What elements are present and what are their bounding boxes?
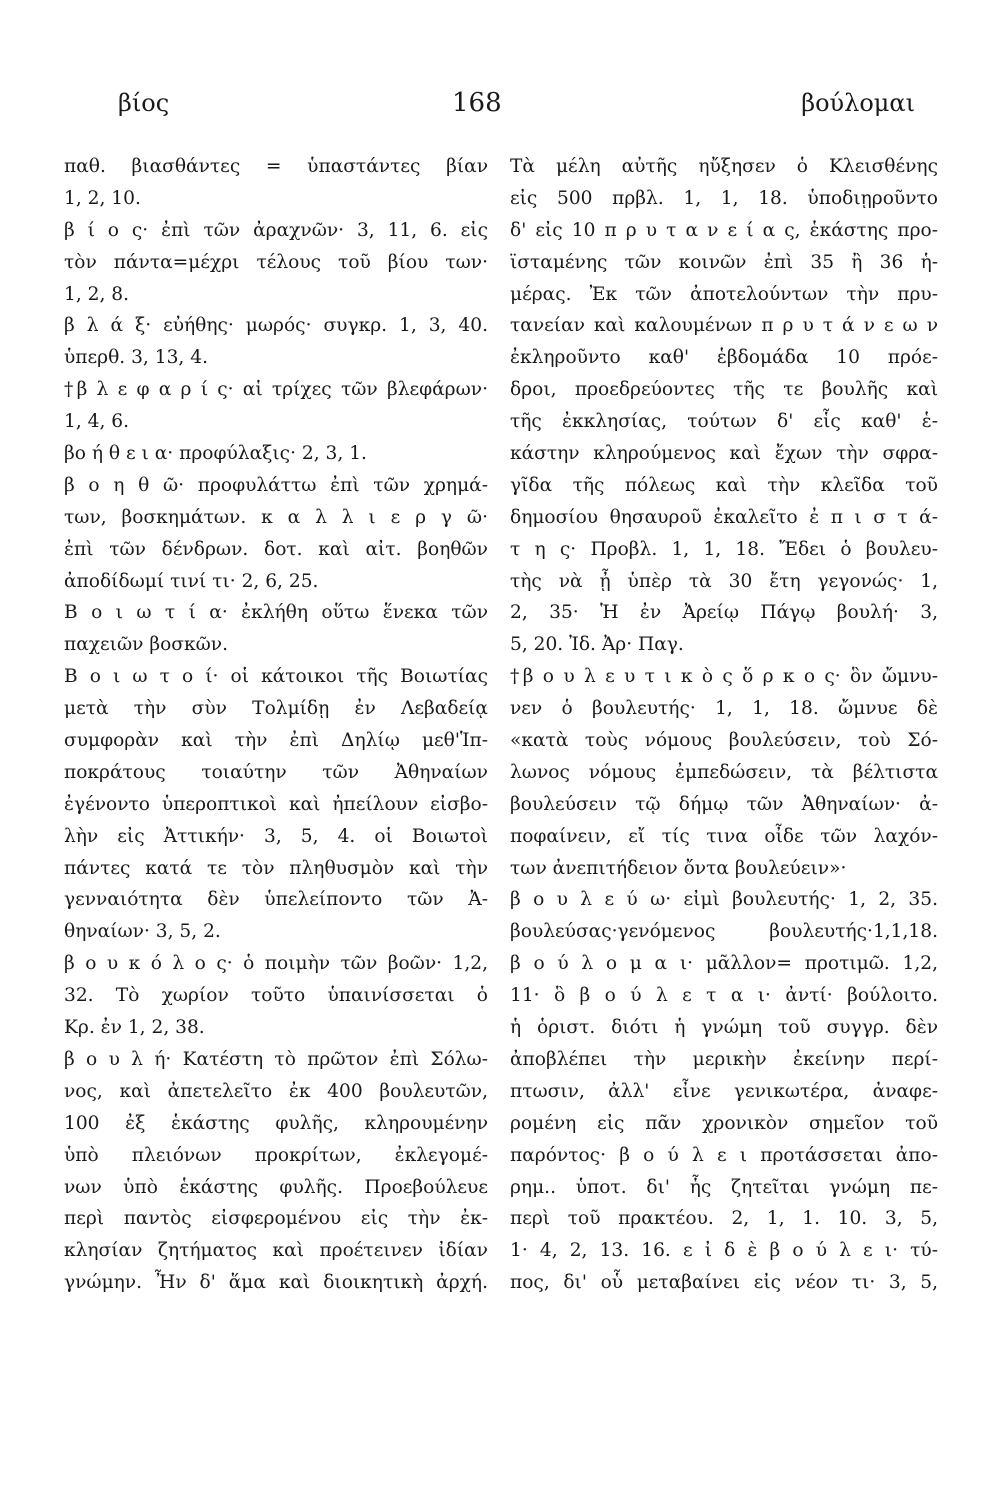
right-column-line: 5, 20. Ἰδ. Ἀρ· Παγ. [510,634,684,656]
left-column-line: ποκράτους τοιαύτην τῶν Ἀθηναίων [64,761,488,783]
right-column-line: Τὰ μέλη αὐτῆς ηὔξησεν ὁ Κλεισθένης [510,156,938,177]
left-column-line: ἐγένοντο ὑπεροπτικοὶ καὶ ἠπείλουν εἰσβο- [64,793,488,815]
left-column [64,151,488,1299]
left-column-line: 32. Τὸ χωρίον τοῦτο ὑπαινίσσεται ὁ [64,985,488,1007]
right-column-line: δροι, προεδρεύοντες τῆς τε βουλῆς καὶ [510,379,938,401]
left-column-line: 1, 4, 6. [64,411,130,433]
left-column-line: γνώμην. Ἦν δ' ἅμα καὶ διοικητικὴ ἀρχή. [64,1272,488,1294]
left-column-line: 1, 2, 8. [64,283,130,305]
left-column-line: β ο υ λ ή· Κατέστη τὸ πρῶτον ἐπὶ Σόλω- [64,1048,488,1070]
right-column-line: †β ο υ λ ε υ τ ι κ ὸ ς ὅ ρ κ ο ς· ὃν ὤμνυ- [510,666,938,688]
right-column-line: ρημ.. ὑποτ. δι' ἧς ζητεῖται γνώμη πε- [510,1176,938,1198]
left-column-line: νος, καὶ ἀπετελεῖτο ἐκ 400 βουλευτῶν, [64,1080,488,1102]
right-column-line: πος, δι' οὗ μεταβαίνει εἰς νέον τι· 3, 5, [510,1272,938,1294]
right-column-line: περὶ τοῦ πρακτέου. 2, 1, 1. 10. 3, 5, [510,1208,938,1230]
left-column-line: τὸν πάντα=μέχρι τέλους τοῦ βίου των· [64,251,488,273]
left-column-line: β λ ά ξ· εὐήθης· μωρός· συγκρ. 1, 3, 40. [64,315,488,337]
right-column-line: κάστην κληρούμενος καὶ ἔχων τὴν σφρα- [510,443,938,465]
right-column-line: πτωσιν, ἀλλ' εἶνε γενικωτέρα, ἀναφε- [510,1080,938,1102]
right-column-line: 2, 35· Ἡ ἐν Ἀρείῳ Πάγῳ βουλή· 3, [510,602,938,624]
left-column-line: β ο η θ ῶ· προφυλάττω ἐπὶ τῶν χρημά- [64,474,488,496]
left-column-line: β ί ο ς· ἐπὶ τῶν ἀραχνῶν· 3, 11, 6. εἰς [64,219,488,241]
right-column-line: νεν ὁ βουλευτής· 1, 1, 18. ὤμνυε δὲ [510,698,938,720]
left-column-line: παθ. βιασθάντες = ὑπαστάντες βίαν [64,156,488,177]
right-column-line: 1· 4, 2, 13. 16. ε ἰ δ ὲ β ο ύ λ ε ι· τύ- [510,1240,938,1262]
right-column [510,151,938,1299]
right-column-line: τ η ς· Προβλ. 1, 1, 18. Ἔδει ὁ βουλευ- [510,538,938,560]
left-column-line: 1, 2, 10. [64,187,141,209]
right-column-line: ἡ ὁριστ. διότι ἡ γνώμη τοῦ συγγρ. δὲν [510,1017,938,1039]
right-column-line: ϊσταμένης τῶν κοινῶν ἐπὶ 35 ἢ 36 ἡ- [510,251,938,273]
left-column-line: πάντες κατά τε τὸν πληθυσμὸν καὶ τὴν [64,857,488,879]
right-column-line: τῆς ἐκκλησίας, τούτων δ' εἷς καθ' ἑ- [510,411,938,433]
left-column-line: ὑπὸ πλειόνων προκρίτων, ἐκλεγομέ- [64,1144,488,1166]
left-column-line: συμφορὰν καὶ τὴν ἐπὶ Δηλίῳ μεθ'Ἱπ- [64,730,488,752]
right-column-line: μέρας. Ἐκ τῶν ἀποτελούντων τὴν πρυ- [510,283,938,305]
left-column-line: βο ή θ ε ι α· προφύλαξις· 2, 3, 1. [64,443,367,465]
right-column-line: ρομένη εἰς πᾶν χρονικὸν σημεῖον τοῦ [510,1112,938,1134]
running-head-left: βίος [118,89,170,117]
right-column-line: τὴς νὰ ᾖ ὑπὲρ τὰ 30 ἔτη γεγονώς· 1, [510,570,938,592]
left-column-line: νων ὑπὸ ἑκάστης φυλῆς. Προεβούλευε [64,1176,488,1198]
right-column-line: εἰς 500 πρβλ. 1, 1, 18. ὑποδιῃροῦντο [510,187,938,209]
right-column-line: β ο υ λ ε ύ ω· εἰμὶ βουλευτής· 1, 2, 35. [510,889,938,911]
left-column-line: παχειῶν βοσκῶν. [64,634,228,656]
left-column-line: 100 ἐξ ἑκάστης φυλῆς, κληρουμένην [64,1112,488,1134]
right-column-line: τανείαν καὶ καλουμένων π ρ υ τ ά ν ε ω ν [510,315,938,337]
right-column-line: γῖδα τῆς πόλεως καὶ τὴν κλεῖδα τοῦ [510,474,938,496]
left-column-line: Β ο ι ω τ ο ί· οἱ κάτοικοι τῆς Βοιωτίας [64,666,488,688]
left-column-line: β ο υ κ ό λ ο ς· ὁ ποιμὴν τῶν βοῶν· 1,2, [64,953,488,975]
right-column-line: βουλεύσας·γενόμενος βουλευτής·1,1,18. [510,921,938,943]
left-column-line: ὑπερθ. 3, 13, 4. [64,347,208,369]
right-column-line: βουλεύσειν τῷ δήμῳ τῶν Ἀθηναίων· ἀ- [510,793,938,815]
left-column-line: θηναίων· 3, 5, 2. [64,921,221,943]
left-column-line: Κρ. ἐν 1, 2, 38. [64,1017,205,1039]
right-column-line: β ο ύ λ ο μ α ι· μᾶλλον= προτιμῶ. 1,2, [510,953,938,975]
left-column-line: των, βοσκημάτων. κ α λ λ ι ε ρ γ ῶ· [64,506,488,528]
right-column-line: 11· ὃ β ο ύ λ ε τ α ι· ἀντί· βούλοιτο. [510,985,938,1007]
left-column-line: κλησίαν ζητήματος καὶ προέτεινεν ἰδίαν [64,1240,488,1262]
right-column-line: δημοσίου θησαυροῦ ἐκαλεῖτο ἐ π ι σ τ ά- [510,506,938,528]
right-column-line: ποφαίνειν, εἴ τίς τινα οἶδε τῶν λαχόν- [510,825,938,847]
page-number: 168 [452,88,502,118]
left-column-line: ἐπὶ τῶν δένδρων. δοτ. καὶ αἰτ. βοηθῶν [64,538,488,560]
right-column-line: παρόντος· β ο ύ λ ε ι προτάσσεται ἀπο- [510,1144,938,1166]
left-column-line: ἀποδίδωμί τινί τι· 2, 6, 25. [64,570,319,592]
right-column-line: «κατὰ τοὺς νόμους βουλεύσειν, τοὺ Σό- [510,730,938,752]
left-column-line: Β ο ι ω τ ί α· ἐκλήθη οὕτω ἕνεκα τῶν [64,602,488,624]
left-column-line: γενναιότητα δὲν ὑπελείποντο τῶν Ἀ- [64,889,488,911]
left-column-line: †β λ ε φ α ρ ί ς· αἱ τρίχες τῶν βλεφάρων· [64,379,488,401]
right-column-line: δ' εἰς 10 π ρ υ τ α ν ε ί α ς, ἑκάστης προ- [510,219,938,241]
right-column-line: λωνος νόμους ἐμπεδώσειν, τὰ βέλτιστα [510,761,938,783]
right-column-line: των ἀνεπιτήδειον ὄντα βουλεύειν»· [510,857,847,879]
right-column-line: ἐκληροῦντο καθ' ἑβδομάδα 10 πρόε- [510,347,938,369]
running-head-right: βούλομαι [801,89,915,117]
left-column-line: λὴν εἰς Ἀττικήν· 3, 5, 4. οἱ Βοιωτοὶ [64,825,488,847]
left-column-line: περὶ παντὸς εἰσφερομένου εἰς τὴν ἐκ- [64,1208,488,1230]
right-column-line: ἀποβλέπει τὴν μερικὴν ἐκείνην περί- [510,1048,938,1070]
left-column-line: μετὰ τὴν σὺν Τολμίδῃ ἐν Λεβαδείᾳ [64,698,488,720]
